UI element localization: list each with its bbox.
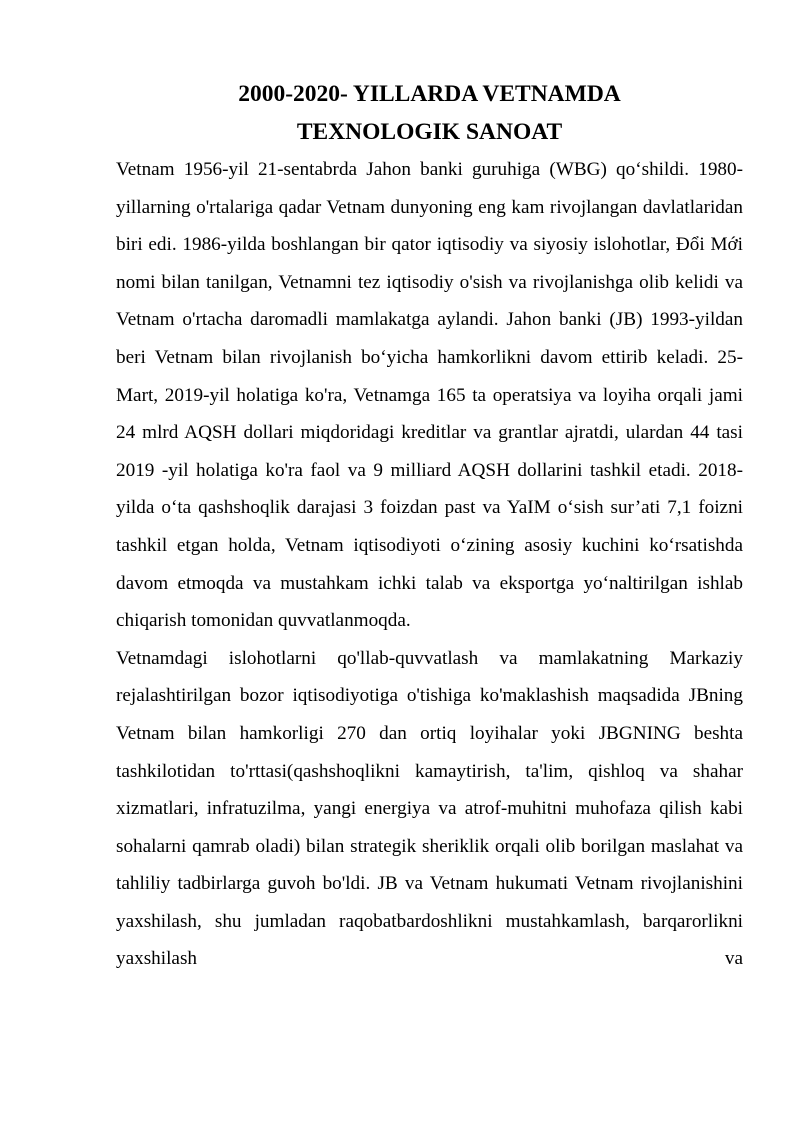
paragraph-2: Vetnamdagi islohotlarni qo'llab-quvvatlash va mamlakatning Markaziy rejalashtirilgan bozor iqtisodiyotiga o'tishiga ko'maklashish maqsadida JBning Vetnam bilan hamkorligi 270 dan ortiq loyihalar yoki JBGNING beshta tashkilotidan to'rttasi(qashshoqlikni kamaytirish, ta'lim, qishloq va shahar xizmatlari, infratuzilma, yangi energiya va atrof-muhitni muhofaza qilish kabi sohalarni qamrab oladi) bilan strategik sheriklik orqali olib borilgan maslahat va tahliliy tadbirlarga guvoh bo'ldi. JB va Vetnam hukumati Vetnam rivojlanishini yaxshilash, shu jumladan raqobatbardoshlikni mustahkamlash, barqarorlikni yaxshilash va <box>116 647 743 970</box>
title-line-1: 2000-2020- YILLARDA VETNAMDA <box>238 81 621 107</box>
document-title <box>116 74 743 151</box>
paragraph-1: Vetnam 1956-yil 21-sentabrda Jahon banki guruhiga (WBG) qo‘shildi. 1980-yillarning o'rtalariga qadar Vetnam dunyoning eng kam rivojlangan davlatlaridan biri edi. 1986-yilda boshlangan bir qator iqtisodiy va siyosiy islohotlar, Đổi Mới nomi bilan tanilgan, Vetnamni tez iqtisodiy o'sish va rivojlanishga olib kelidi va Vetnam o'rtacha daromadli mamlakatga aylandi. Jahon banki (JB) 1993-yildan beri Vetnam bilan rivojlanish bo‘yicha hamkorlikni davom ettirib keladi. 25-Mart, 2019-yil holatiga ko'ra, Vetnamga 165 ta operatsiya va loyiha orqali jami 24 mlrd AQSH dollari miqdoridagi kreditlar va grantlar ajratdi, ulardan 44 tasi 2019 -yil holatiga ko'ra faol va 9 milliard AQSH dollarini tashkil etadi. 2018-yilda o‘ta qashshoqlik darajasi 3 foizdan past va YaIM o‘sish sur’ati 7,1 foizni tashkil etgan holda, Vetnam iqtisodiyoti o‘zining asosiy kuchini ko‘rsatishda davom etmoqda va mustahkam ichki talab va eksportga yo‘naltirilgan ishlab chiqarish tomonidan quvvatlanmoqda. <box>116 159 743 632</box>
document-page <box>116 74 743 978</box>
title-line-2: TEXNOLOGIK SANOAT <box>296 119 563 145</box>
